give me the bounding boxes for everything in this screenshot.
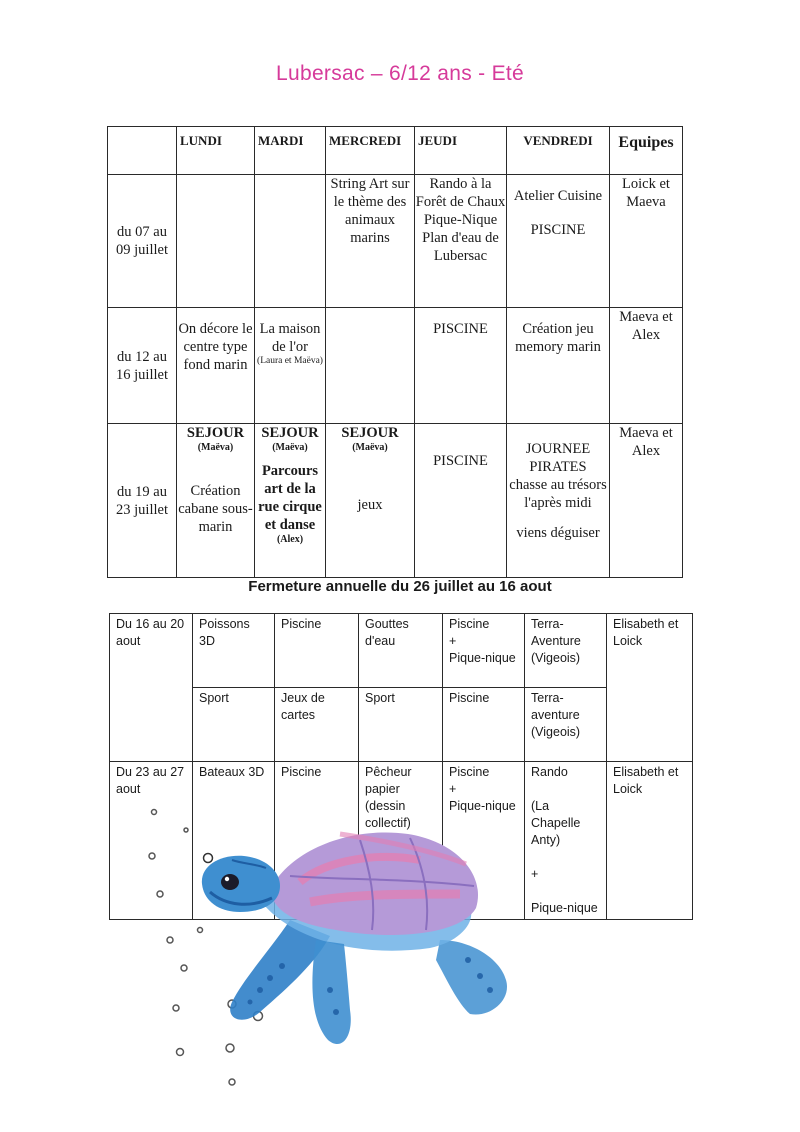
cell-text: viens déguiser xyxy=(516,525,600,541)
row-date: Du 23 au 27 aout xyxy=(110,762,193,920)
table-row xyxy=(108,175,683,308)
table-cell: Jeux de cartes xyxy=(275,688,359,762)
table-cell: Sport xyxy=(193,688,275,762)
bubbles-decoration xyxy=(149,810,263,1086)
flipper-back xyxy=(436,940,507,1015)
cell-text: La maison de l'or xyxy=(259,321,321,355)
cell-mardi xyxy=(255,424,326,578)
cell-text: Atelier Cuisine xyxy=(513,188,603,204)
sea-turtle-illustration xyxy=(140,790,520,1090)
table-header-row xyxy=(108,127,683,175)
header-mardi: MARDI xyxy=(255,127,326,175)
cell-vendredi xyxy=(507,424,610,578)
cell-lundi xyxy=(177,308,255,424)
header-jeudi: JEUDI xyxy=(415,127,507,175)
table-cell: Piscine xyxy=(275,614,359,688)
cell-vendredi xyxy=(507,308,610,424)
table-cell: Bateaux 3D xyxy=(193,762,275,920)
page-title: Lubersac – 6/12 ans - Eté xyxy=(276,62,524,85)
cell-text: Création jeu memory marin xyxy=(515,321,601,355)
row-date: du 19 au 23 juillet xyxy=(108,424,177,578)
cell-text: Parcours art de la rue cirque et danse xyxy=(258,463,322,533)
table-cell: Pêcheur papier (dessin collectif) xyxy=(359,762,443,920)
table-cell: Piscine xyxy=(443,688,525,762)
cell-text: Création cabane sous-marin xyxy=(178,483,253,535)
table-cell: Sport xyxy=(359,688,443,762)
cell-mercredi xyxy=(326,424,415,578)
header-empty xyxy=(108,127,177,175)
cell-note: (Laura et Maëva) xyxy=(257,356,323,366)
table-cell: Terra-aventure (Vigeois) xyxy=(525,688,607,762)
cell-text: PISCINE xyxy=(433,453,488,469)
july-schedule-table xyxy=(107,126,683,578)
cell-equipes: Elisabeth et Loick xyxy=(607,614,693,762)
cell-mercredi: String Art sur le thème des animaux marins xyxy=(326,175,415,308)
cell-equipes: Loick et Maeva xyxy=(610,175,683,308)
cell-note: (Maëva) xyxy=(352,442,388,453)
cell-vendredi xyxy=(507,175,610,308)
row-date: Du 16 au 20 aout xyxy=(110,614,193,762)
cell-jeudi xyxy=(415,424,507,578)
table-cell: Rando (La Chapelle Anty) + Pique-nique xyxy=(525,762,607,920)
header-vendredi: VENDREDI xyxy=(507,127,610,175)
table-row xyxy=(108,424,683,578)
sejour-label: SEJOUR xyxy=(261,425,319,441)
cell-text: JOURNEE PIRATES xyxy=(525,441,591,475)
table-cell: Poissons 3D xyxy=(193,614,275,688)
cell-lundi xyxy=(177,424,255,578)
sejour-label: SEJOUR xyxy=(341,425,399,441)
table-cell: Piscine xyxy=(275,762,359,920)
cell-equipes: Maeva et Alex xyxy=(610,308,683,424)
cell-text: jeux xyxy=(357,497,383,513)
table-cell: Piscine + Pique-nique xyxy=(443,614,525,688)
cell-text: PISCINE xyxy=(433,321,488,337)
table-row xyxy=(108,308,683,424)
cell-lundi xyxy=(177,175,255,308)
cell-text: chasse au trésors l'après midi xyxy=(509,477,607,511)
table-row xyxy=(110,614,693,688)
cell-jeudi: Rando à la Forêt de Chaux Pique-Nique Plan d'eau de Lubersac xyxy=(415,175,507,308)
cell-note: (Maëva) xyxy=(272,442,308,453)
header-lundi: LUNDI xyxy=(177,127,255,175)
cell-equipes: Maeva et Alex xyxy=(610,424,683,578)
table-cell: Piscine + Pique-nique xyxy=(443,762,525,920)
cell-note: (Maëva) xyxy=(197,442,234,453)
cell-jeudi xyxy=(415,308,507,424)
cell-mardi xyxy=(255,175,326,308)
header-mercredi: MERCREDI xyxy=(326,127,415,175)
header-equipes: Equipes xyxy=(610,127,683,175)
row-date: du 12 au 16 juillet xyxy=(108,308,177,424)
turtle-eye xyxy=(221,874,239,890)
table-cell: Gouttes d'eau xyxy=(359,614,443,688)
table-cell: Terra-Aventure (Vigeois) xyxy=(525,614,607,688)
row-date: du 07 au 09 juillet xyxy=(108,175,177,308)
cell-mercredi xyxy=(326,308,415,424)
closure-notice: Fermeture annuelle du 26 juillet au 16 aout xyxy=(248,578,552,595)
cell-mardi xyxy=(255,308,326,424)
cell-text: On décore le centre type fond marin xyxy=(178,321,253,373)
cell-text: PISCINE xyxy=(530,222,586,238)
table-row xyxy=(110,688,693,762)
sejour-label: SEJOUR xyxy=(186,425,245,441)
cell-note: (Alex) xyxy=(276,534,304,545)
cell-equipes: Elisabeth et Loick xyxy=(607,762,693,920)
